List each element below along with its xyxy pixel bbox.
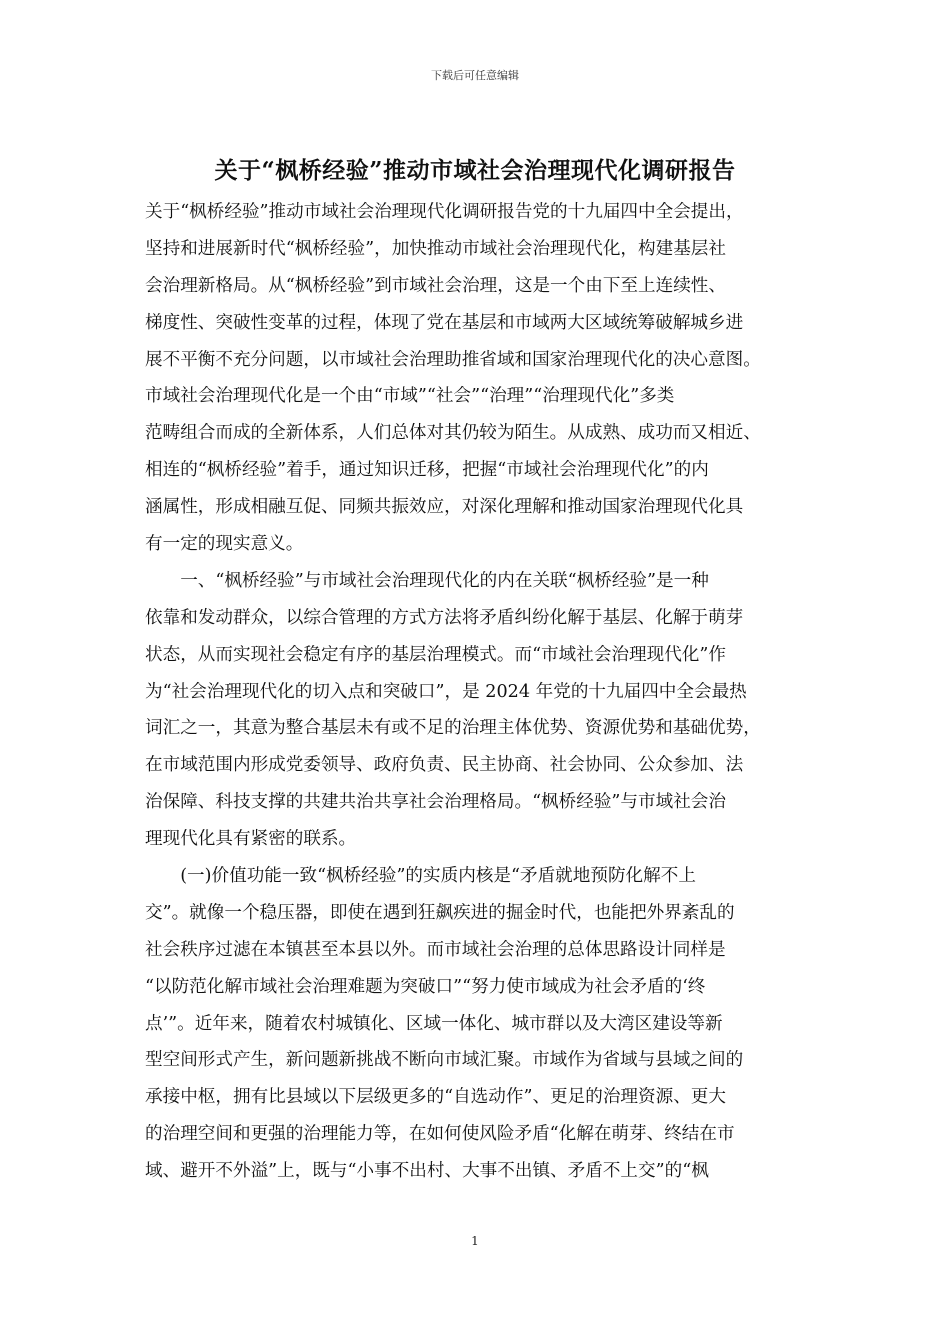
- text-line: 的治理空间和更强的治理能力等，在如何使风险矛盾“化解在萌芽、终结在市: [145, 1124, 735, 1145]
- text-line: 范畴组合而成的全新体系，人们总体对其仍较为陌生。从成熟、成功而又相近、: [145, 423, 761, 444]
- text-line: 理现代化具有紧密的联系。: [145, 829, 357, 850]
- text-line: 市域社会治理现代化是一个由“市域”“社会”“治理”“治理现代化”多类: [145, 386, 675, 407]
- text-line: 交”。就像一个稳压器，即使在遇到狂飙疾进的掘金时代，也能把外界紊乱的: [145, 902, 735, 923]
- text-line: 社会秩序过滤在本镇甚至本县以外。而市域社会治理的总体思路设计同样是: [145, 939, 726, 960]
- text-line: 依靠和发动群众，以综合管理的方式方法将矛盾纠纷化解于基层、化解于萌芽: [145, 607, 744, 628]
- header-note: 下载后可任意编辑: [431, 69, 519, 82]
- text-line: 点’”。近年来，随着农村城镇化、区域一体化、城市群以及大湾区建设等新: [145, 1013, 723, 1034]
- text-line: 治保障、科技支撑的共建共治共享社会治理格局。“枫桥经验”与市域社会治: [145, 792, 726, 813]
- body-text: [145, 194, 805, 1190]
- document-title: 关于“枫桥经验”推动市域社会治理现代化调研报告: [214, 157, 736, 184]
- text-line: 相连的“枫桥经验”着手，通过知识迁移，把握“市域社会治理现代化”的内: [145, 460, 709, 481]
- text-line: 会治理新格局。从“枫桥经验”到市域社会治理，这是一个由下至上连续性、: [145, 275, 726, 296]
- text-line: 梯度性、突破性变革的过程，体现了党在基层和市域两大区域统筹破解城乡进: [145, 312, 744, 333]
- text-line: 承接中枢，拥有比县域以下层级更多的“自选动作”、更足的治理资源、更大: [145, 1087, 726, 1108]
- text-line: 为“社会治理现代化的切入点和突破口”，是 2024 年党的十九届四中全会最热: [145, 681, 747, 702]
- text-line: 坚持和进展新时代“枫桥经验”，加快推动市域社会治理现代化，构建基层社: [145, 238, 726, 259]
- text-line: 展不平衡不充分问题，以市域社会治理助推省域和国家治理现代化的决心意图。: [145, 349, 761, 370]
- text-line: 状态，从而实现社会稳定有序的基层治理模式。而“市域社会治理现代化”作: [145, 644, 726, 665]
- text-line: 在市域范围内形成党委领导、政府负责、民主协商、社会协同、公众参加、法: [145, 755, 744, 776]
- text-line: 一、“枫桥经验”与市域社会治理现代化的内在关联“枫桥经验”是一种: [145, 570, 709, 591]
- text-line: 域、避开不外溢”上，既与“小事不出村、大事不出镇、矛盾不上交”的“枫: [145, 1161, 709, 1182]
- text-line: (一)价值功能一致“枫桥经验”的实质内核是“矛盾就地预防化解不上: [145, 866, 696, 887]
- text-line: “以防范化解市域社会治理难题为突破口”“努力使市域成为社会矛盾的‘终: [145, 976, 706, 997]
- text-line: 型空间形式产生，新问题新挑战不断向市域汇聚。市域作为省域与县域之间的: [145, 1050, 744, 1071]
- text-line: 词汇之一，其意为整合基层未有或不足的治理主体优势、资源优势和基础优势，: [145, 718, 761, 739]
- text-line: 关于“枫桥经验”推动市域社会治理现代化调研报告党的十九届四中全会提出，: [145, 202, 744, 222]
- page-number: 1: [471, 1234, 479, 1248]
- text-line: 有一定的现实意义。: [145, 534, 304, 555]
- text-line: 涵属性，形成相融互促、同频共振效应，对深化理解和推动国家治理现代化具: [145, 497, 744, 518]
